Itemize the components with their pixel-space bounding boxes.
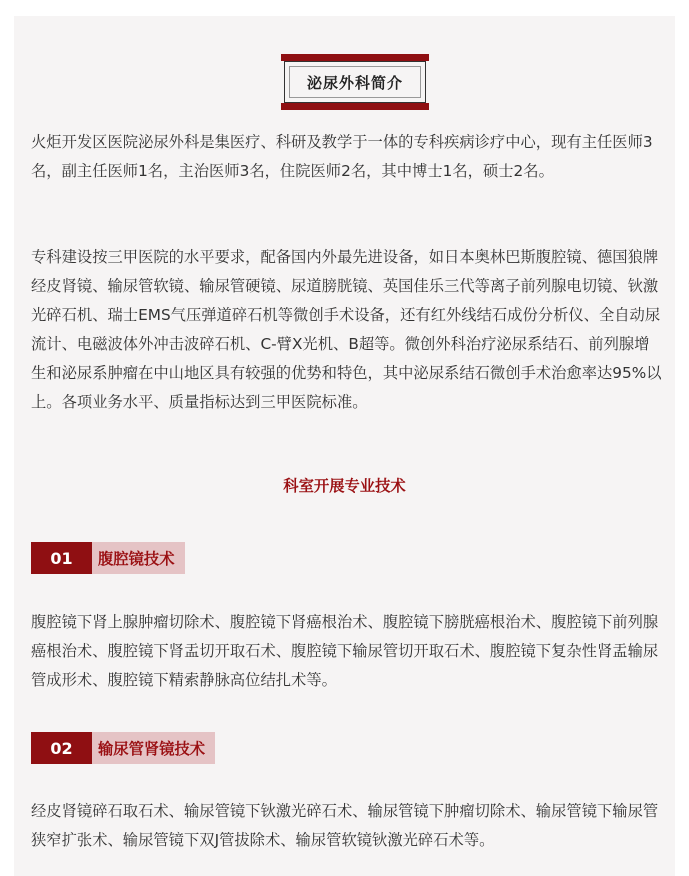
title-bar-top <box>281 54 429 61</box>
section-text-2: 经皮肾镜碎石取石术、输尿管镜下钬激光碎石术、输尿管镜下肿瘤切除术、输尿管镜下输尿管狭窄扩张术、输尿管镜下双J管拔除术、输尿管软镜钬激光碎石术等。 <box>31 802 659 849</box>
title-bar-bottom <box>281 103 429 110</box>
section-number-2: 02 <box>31 732 92 764</box>
section-text-1: 腹腔镜下肾上腺肿瘤切除术、腹腔镜下肾癌根治术、腹腔镜下膀胱癌根治术、腹腔镜下前列腺癌根治术、腹腔镜下肾盂切开取石术、腹腔镜下输尿管切开取石术、腹腔镜下复杂性肾盂输尿管成形术、腹腔镜下精索静脉高位结扎术等。 <box>31 613 659 689</box>
section-label-2: 输尿管肾镜技术 <box>92 732 215 764</box>
page-title: 泌尿外科简介 <box>306 73 403 92</box>
section-heading: 科室开展专业技术 <box>283 477 406 495</box>
section-number-1: 01 <box>31 542 92 574</box>
intro-paragraph-1: 火炬开发区医院泌尿外科是集医疗、科研及教学于一体的专科疾病诊疗中心，现有主任医师3名，副主任医师1名，主治医师3名，住院医师2名，其中博士1名，硕士2名。 <box>31 133 653 180</box>
title-frame <box>281 54 429 110</box>
intro-paragraph-2: 专科建设按三甲医院的水平要求，配备国内外最先进设备，如日本奥林巴斯腹腔镜、德国狼牌经皮肾镜、输尿管软镜、输尿管硬镜、尿道膀胱镜、英国佳乐三代等离子前列腺电切镜、钬激光碎石机、瑞士EMS气压弹道碎石机等微创手术设备，还有红外线结石成份分析仪、全自动尿流计、电磁波体外冲击波碎石机、C-臂X光机、B超等。微创外科治疗泌尿系结石、前列腺增生和泌尿系肿瘤在中山地区具有较强的优势和特色，其中泌尿系结石微创手术治愈率达95%以上。各项业务水平、质量指标达到三甲医院标准。 <box>31 248 662 411</box>
article-page <box>14 16 675 876</box>
section-tag-2 <box>31 732 215 764</box>
section-label-1: 腹腔镜技术 <box>92 542 185 574</box>
title-box <box>284 61 426 103</box>
section-tag-1 <box>31 542 185 574</box>
